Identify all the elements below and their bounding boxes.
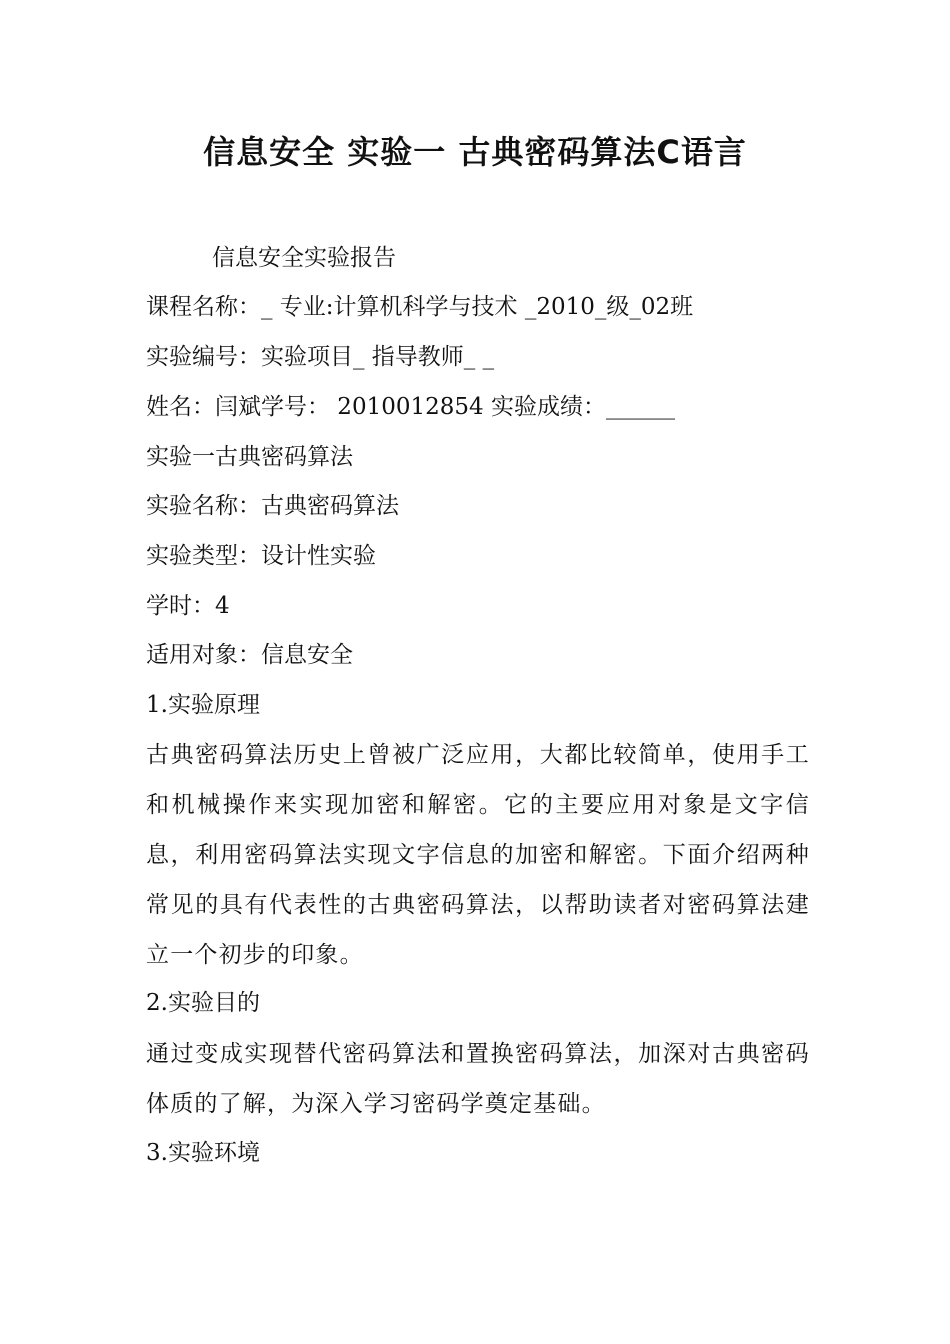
course-line: 课程名称：_ 专业:计算机科学与技术 _2010_级_02班 bbox=[146, 294, 694, 320]
section2-body: 通过变成实现替代密码算法和置换密码算法，加深对古典密码体质的了解，为深入学习密码学奠定基础。 bbox=[146, 1041, 810, 1117]
section1-heading: 1.实验原理 bbox=[146, 692, 260, 718]
section2-heading: 2.实验目的 bbox=[146, 990, 260, 1016]
hours-line: 学时：4 bbox=[146, 593, 230, 619]
section3-heading: 3.实验环境 bbox=[146, 1140, 260, 1166]
section1-body: 古典密码算法历史上曾被广泛应用，大都比较简单，使用手工和机械操作来实现加密和解密。它的主要应用对象是文字信息，利用密码算法实现文字信息的加密和解密。下面介绍两种常见的具有代表性的古典密码算法，以帮助读者对密码算法建立一个初步的印象。 bbox=[146, 742, 810, 968]
experiment-type-line: 实验类型：设计性实验 bbox=[146, 543, 376, 569]
experiment-name-line: 实验名称：古典密码算法 bbox=[146, 493, 399, 519]
student-info-line: 姓名：闫斌学号： 2010012854 实验成绩：______ bbox=[146, 394, 675, 420]
report-heading: 信息安全实验报告 bbox=[212, 245, 396, 271]
target-line: 适用对象：信息安全 bbox=[146, 642, 353, 668]
document-title: 信息安全 实验一 古典密码算法C语言 bbox=[203, 133, 747, 171]
experiment-heading: 实验一古典密码算法 bbox=[146, 444, 353, 470]
experiment-number-line: 实验编号：实验项目_ 指导教师_ _ bbox=[146, 344, 495, 370]
